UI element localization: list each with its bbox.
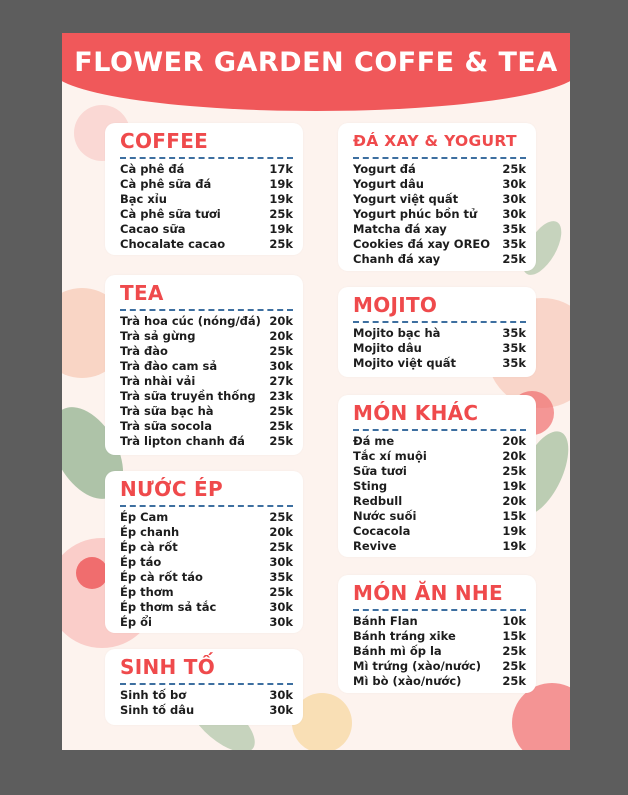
menu-item bbox=[120, 600, 293, 615]
item-name: Matcha đá xay bbox=[353, 222, 447, 236]
item-price: 35k bbox=[502, 222, 526, 236]
item-price: 25k bbox=[269, 510, 293, 524]
menu-item bbox=[353, 177, 526, 192]
item-name: Bánh mì ốp la bbox=[353, 644, 442, 658]
menu-item bbox=[353, 494, 526, 509]
item-name: Bánh Flan bbox=[353, 614, 418, 628]
item-name: Yogurt đá bbox=[353, 162, 416, 176]
item-price: 25k bbox=[502, 674, 526, 688]
section-title: NƯỚC ÉP bbox=[120, 477, 223, 501]
item-name: Trà nhài vải bbox=[120, 374, 196, 388]
menu-item bbox=[353, 449, 526, 464]
item-price: 15k bbox=[502, 509, 526, 523]
item-name: Yogurt phúc bồn tử bbox=[353, 207, 478, 221]
item-name: Cà phê đá bbox=[120, 162, 185, 176]
item-price: 25k bbox=[502, 659, 526, 673]
item-name: Ép cà rốt bbox=[120, 540, 178, 554]
item-price: 20k bbox=[269, 314, 293, 328]
item-name: Sting bbox=[353, 479, 388, 493]
item-name: Tắc xí muội bbox=[353, 449, 427, 463]
menu-item bbox=[353, 356, 526, 371]
item-price: 10k bbox=[502, 614, 526, 628]
item-name: Trà sữa truyền thống bbox=[120, 389, 256, 403]
menu-item bbox=[353, 644, 526, 659]
menu-item bbox=[120, 540, 293, 555]
item-name: Ép Cam bbox=[120, 510, 169, 524]
section-mojito bbox=[338, 287, 536, 377]
menu-item bbox=[353, 237, 526, 252]
section-divider bbox=[120, 157, 293, 159]
section-coffee bbox=[105, 123, 303, 255]
item-name: Mojito việt quất bbox=[353, 356, 457, 370]
menu-item bbox=[353, 341, 526, 356]
section-divider bbox=[353, 609, 526, 611]
section-mon-khac bbox=[338, 395, 536, 557]
section-da-xay-yogurt bbox=[338, 123, 536, 271]
menu-item bbox=[120, 162, 293, 177]
menu-item bbox=[353, 326, 526, 341]
item-name: Mojito dâu bbox=[353, 341, 422, 355]
section-divider bbox=[353, 157, 526, 159]
menu-item bbox=[120, 615, 293, 630]
menu-item bbox=[353, 614, 526, 629]
item-name: Trà sữa bạc hà bbox=[120, 404, 214, 418]
section-divider bbox=[120, 309, 293, 311]
section-title: MÓN ĂN NHE bbox=[353, 581, 503, 605]
item-name: Mì trứng (xào/nước) bbox=[353, 659, 482, 673]
item-name: Trà sữa socola bbox=[120, 419, 212, 433]
menu-item bbox=[120, 585, 293, 600]
item-name: Sinh tố bơ bbox=[120, 688, 187, 702]
item-price: 19k bbox=[269, 177, 293, 191]
section-divider bbox=[120, 505, 293, 507]
item-price: 20k bbox=[269, 525, 293, 539]
item-price: 25k bbox=[502, 644, 526, 658]
item-price: 20k bbox=[502, 434, 526, 448]
menu-item bbox=[353, 479, 526, 494]
section-title: MOJITO bbox=[353, 293, 438, 317]
item-price: 15k bbox=[502, 629, 526, 643]
menu-item bbox=[120, 329, 293, 344]
menu-item bbox=[120, 177, 293, 192]
item-price: 35k bbox=[269, 570, 293, 584]
item-price: 35k bbox=[502, 341, 526, 355]
menu-item bbox=[120, 404, 293, 419]
item-price: 25k bbox=[269, 585, 293, 599]
item-price: 25k bbox=[269, 207, 293, 221]
menu-item bbox=[353, 162, 526, 177]
item-price: 30k bbox=[269, 703, 293, 717]
item-price: 35k bbox=[502, 356, 526, 370]
section-nuoc-ep bbox=[105, 471, 303, 633]
item-price: 19k bbox=[502, 539, 526, 553]
menu-item bbox=[120, 314, 293, 329]
menu-item bbox=[120, 434, 293, 449]
item-price: 17k bbox=[269, 162, 293, 176]
item-name: Cà phê sữa đá bbox=[120, 177, 212, 191]
item-name: Trà đào bbox=[120, 344, 168, 358]
item-name: Cocacola bbox=[353, 524, 411, 538]
menu-item bbox=[120, 207, 293, 222]
menu-item bbox=[353, 252, 526, 267]
menu-item bbox=[120, 237, 293, 252]
item-name: Yogurt việt quất bbox=[353, 192, 459, 206]
item-price: 25k bbox=[269, 540, 293, 554]
item-name: Ép thơm sả tắc bbox=[120, 600, 217, 614]
item-price: 19k bbox=[269, 192, 293, 206]
item-price: 30k bbox=[269, 555, 293, 569]
menu-item bbox=[120, 222, 293, 237]
menu-item bbox=[120, 389, 293, 404]
menu-item bbox=[353, 674, 526, 689]
item-name: Cà phê sữa tươi bbox=[120, 207, 221, 221]
menu-item bbox=[120, 344, 293, 359]
item-name: Cookies đá xay OREO bbox=[353, 237, 491, 251]
menu-title: FLOWER GARDEN COFFE & TEA bbox=[74, 47, 558, 78]
menu-item bbox=[353, 509, 526, 524]
menu-item bbox=[120, 359, 293, 374]
item-price: 30k bbox=[269, 600, 293, 614]
menu-item bbox=[120, 570, 293, 585]
menu-item bbox=[353, 629, 526, 644]
item-name: Chocalate cacao bbox=[120, 237, 226, 251]
item-price: 30k bbox=[502, 192, 526, 206]
item-price: 25k bbox=[269, 404, 293, 418]
menu-item bbox=[353, 192, 526, 207]
menu-item bbox=[120, 555, 293, 570]
item-name: Bạc xỉu bbox=[120, 192, 167, 206]
item-name: Mojito bạc hà bbox=[353, 326, 441, 340]
menu-item bbox=[120, 192, 293, 207]
item-price: 30k bbox=[269, 688, 293, 702]
item-price: 25k bbox=[502, 162, 526, 176]
section-mon-an-nhe bbox=[338, 575, 536, 693]
menu-item bbox=[120, 510, 293, 525]
section-title: MÓN KHÁC bbox=[353, 401, 479, 425]
item-name: Ép cà rốt táo bbox=[120, 570, 203, 584]
section-divider bbox=[353, 429, 526, 431]
item-price: 19k bbox=[269, 222, 293, 236]
item-name: Sinh tố dâu bbox=[120, 703, 195, 717]
item-price: 20k bbox=[502, 494, 526, 508]
item-name: Chanh đá xay bbox=[353, 252, 441, 266]
item-name: Trà đào cam sả bbox=[120, 359, 218, 373]
item-price: 30k bbox=[269, 359, 293, 373]
menu-item bbox=[353, 539, 526, 554]
menu-item bbox=[353, 434, 526, 449]
item-price: 25k bbox=[269, 434, 293, 448]
item-price: 20k bbox=[269, 329, 293, 343]
item-name: Redbull bbox=[353, 494, 403, 508]
item-name: Revive bbox=[353, 539, 397, 553]
item-name: Ép thơm bbox=[120, 585, 174, 599]
item-name: Đá me bbox=[353, 434, 395, 448]
menu-item bbox=[353, 659, 526, 674]
item-name: Bánh tráng xike bbox=[353, 629, 456, 643]
item-price: 27k bbox=[269, 374, 293, 388]
item-price: 25k bbox=[269, 237, 293, 251]
section-divider bbox=[120, 683, 293, 685]
item-price: 20k bbox=[502, 449, 526, 463]
item-name: Yogurt dâu bbox=[353, 177, 424, 191]
item-price: 30k bbox=[269, 615, 293, 629]
item-price: 35k bbox=[502, 237, 526, 251]
item-name: Trà sả gừng bbox=[120, 329, 196, 343]
item-price: 30k bbox=[502, 177, 526, 191]
section-title: COFFEE bbox=[120, 129, 209, 153]
item-name: Trà hoa cúc (nóng/đá) bbox=[120, 314, 261, 328]
menu-page bbox=[62, 33, 570, 750]
menu-item bbox=[353, 524, 526, 539]
menu-item bbox=[353, 207, 526, 222]
item-name: Cacao sữa bbox=[120, 222, 186, 236]
item-price: 25k bbox=[269, 344, 293, 358]
item-price: 25k bbox=[502, 464, 526, 478]
item-price: 30k bbox=[502, 207, 526, 221]
item-price: 35k bbox=[502, 326, 526, 340]
item-price: 19k bbox=[502, 524, 526, 538]
section-title: ĐÁ XAY & YOGURT bbox=[353, 132, 517, 150]
item-name: Ép táo bbox=[120, 555, 162, 569]
item-name: Ép chanh bbox=[120, 525, 180, 539]
section-title: SINH TỐ bbox=[120, 655, 216, 679]
item-name: Trà lipton chanh đá bbox=[120, 434, 245, 448]
menu-item bbox=[120, 419, 293, 434]
section-divider bbox=[353, 321, 526, 323]
menu-item bbox=[120, 703, 293, 718]
section-sinh-to bbox=[105, 649, 303, 725]
item-name: Nước suối bbox=[353, 509, 417, 523]
section-tea bbox=[105, 275, 303, 455]
menu-item bbox=[353, 222, 526, 237]
menu-item bbox=[120, 688, 293, 703]
menu-item bbox=[120, 525, 293, 540]
item-price: 25k bbox=[269, 419, 293, 433]
item-name: Sữa tươi bbox=[353, 464, 407, 478]
menu-item bbox=[353, 464, 526, 479]
section-title: TEA bbox=[120, 281, 164, 305]
item-name: Ép ổi bbox=[120, 615, 152, 629]
menu-item bbox=[120, 374, 293, 389]
item-price: 25k bbox=[502, 252, 526, 266]
item-price: 23k bbox=[269, 389, 293, 403]
item-name: Mì bò (xào/nước) bbox=[353, 674, 462, 688]
item-price: 19k bbox=[502, 479, 526, 493]
